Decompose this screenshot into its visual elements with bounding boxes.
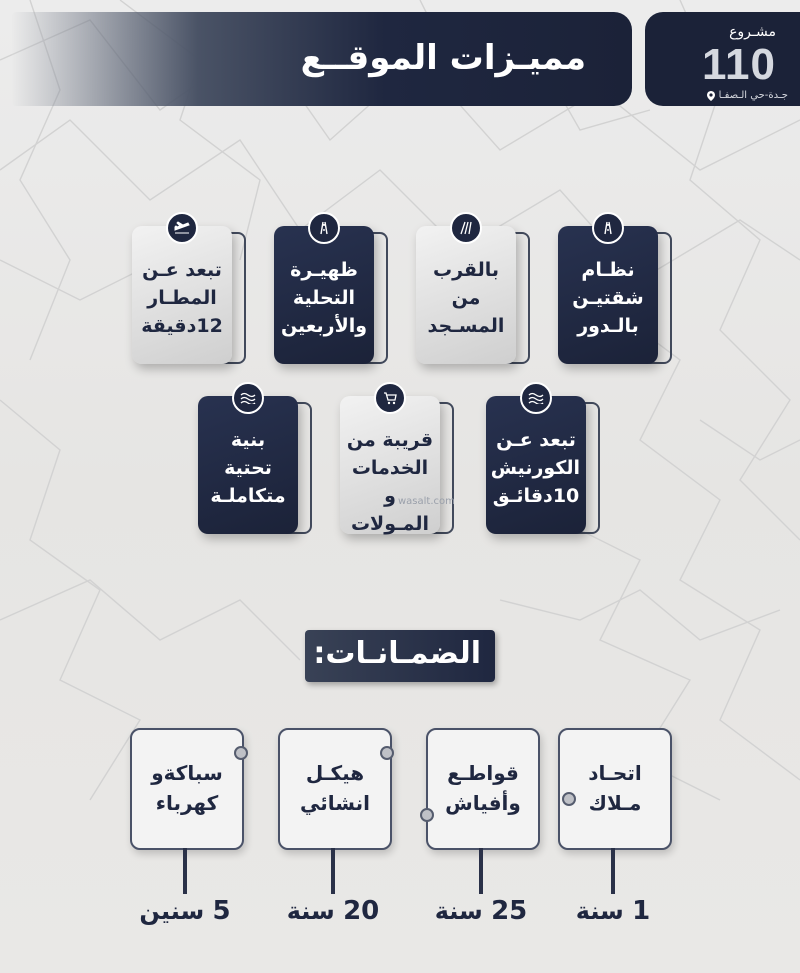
guarantee-period xyxy=(538,896,688,926)
guarantee-text: هيكـل انشائي xyxy=(300,761,370,815)
location-pin-icon xyxy=(707,91,715,101)
guarantee-stem xyxy=(611,848,615,894)
guarantee-switches-sockets xyxy=(426,728,540,850)
guarantee-stem xyxy=(331,848,335,894)
header-banner xyxy=(12,12,632,106)
guarantee-stem xyxy=(183,848,187,894)
period-number: 1 xyxy=(632,896,651,926)
period-unit: سنة xyxy=(434,897,483,925)
project-location xyxy=(707,90,788,101)
road-icon xyxy=(592,212,624,244)
feature-card-text: نظـام شقتيـن بالـدور xyxy=(572,259,644,337)
guarantee-structure xyxy=(278,728,392,850)
road-icon xyxy=(308,212,340,244)
project-label: مشـروع xyxy=(729,24,776,40)
guarantee-text: سباكةو كهرباء xyxy=(151,761,223,815)
connector-dot xyxy=(380,746,394,760)
guarantees-title-box xyxy=(305,630,495,682)
project-badge xyxy=(645,12,800,106)
guarantee-text: اتحـاد مـلاك xyxy=(588,761,642,815)
feature-card-apartments xyxy=(558,226,658,364)
guarantee-period xyxy=(406,896,556,926)
period-number: 25 xyxy=(491,896,528,926)
connector-dot xyxy=(562,792,576,806)
page-title: مميـزات الموقــع xyxy=(300,38,586,78)
connector-dot xyxy=(234,746,248,760)
feature-card-corniche xyxy=(486,396,586,534)
period-unit: سنة xyxy=(286,897,335,925)
guarantee-owners-union xyxy=(558,728,672,850)
connector-dot xyxy=(420,808,434,822)
period-number: 5 xyxy=(212,896,231,926)
feature-card-services xyxy=(340,396,440,534)
period-number: 20 xyxy=(343,896,380,926)
feature-card-text: تبعد عـن المطـار 12دقيقة xyxy=(141,259,223,337)
feature-card-infrastructure xyxy=(198,396,298,534)
feature-card-airport xyxy=(132,226,232,364)
airplane-icon xyxy=(166,212,198,244)
feature-card-text: بنية تحتية متكاملـة xyxy=(210,429,286,507)
feature-card-location xyxy=(274,226,374,364)
feature-card-text: تبعد عـن الكورنيش 10دقائـق xyxy=(490,429,580,507)
guarantees-title: الضمـانـات: xyxy=(313,636,481,671)
cart-icon xyxy=(374,382,406,414)
period-unit: سنة xyxy=(575,897,624,925)
guarantee-text: قواطـع وأفياش xyxy=(445,761,521,815)
project-location-text: جـدة-حي الـصفـا xyxy=(718,90,788,101)
period-unit: سنين xyxy=(139,897,205,925)
guarantee-plumbing-electric xyxy=(130,728,244,850)
guarantee-period xyxy=(110,896,260,926)
feature-card-text: ظهيـرة التحلية والأربعين xyxy=(280,259,368,337)
watermark: wasalt.com xyxy=(398,496,455,507)
waves-icon xyxy=(520,382,552,414)
road-lines-icon xyxy=(450,212,482,244)
project-number: 110 xyxy=(702,40,776,89)
feature-card-text: قريبة من الخدمات و المـولات xyxy=(346,429,434,535)
feature-card-mosque xyxy=(416,226,516,364)
guarantee-stem xyxy=(479,848,483,894)
feature-card-text: بالقرب من المسـجد xyxy=(427,259,505,337)
waves-icon xyxy=(232,382,264,414)
guarantee-period xyxy=(258,896,408,926)
